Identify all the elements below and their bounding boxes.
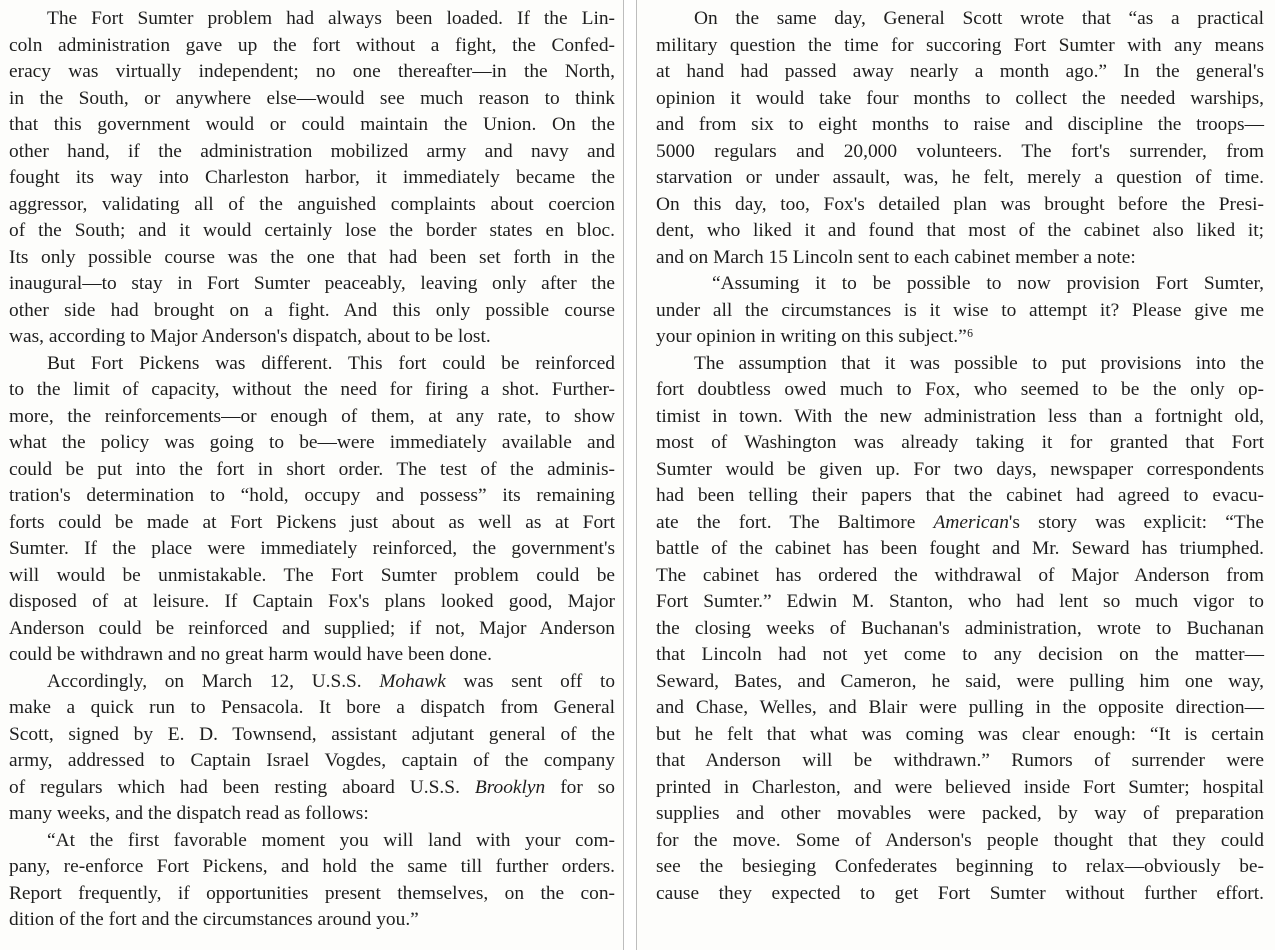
text-line: that Anderson will be withdrawn.” Rumors of surrender were (656, 750, 1264, 771)
text-line: “At the first favorable moment you will land with your com- (47, 829, 615, 851)
text-line: to the limit of capacity, without the need for firing a shot. Further- (9, 379, 615, 400)
text-line: dition of the fort and the circumstances around you.” (9, 909, 419, 930)
text-line: disposed of at leisure. If Captain Fox's plans looked good, Major (9, 591, 615, 612)
text-line: dent, who liked it and found that most of the cabinet also liked it; (656, 220, 1264, 241)
text-line: had been telling their papers that the cabinet had agreed to evacu- (656, 485, 1264, 506)
text-line: Seward, Bates, and Cameron, he said, were pulling him one way, (656, 670, 1264, 692)
text-line: Sumter. If the place were immediately reinforced, the government's (9, 538, 615, 559)
text-line: what the policy was going to be—were immediately available and (9, 432, 615, 453)
italic-title: American (933, 511, 1009, 533)
text-line: most of Washington was already taking it for granted that Fort (656, 432, 1264, 453)
text-line: under all the circumstances is it wise to attempt it? Please give me (656, 299, 1264, 321)
text-line: Accordingly, on March 12, U.S.S. Mohawk was sent off to (47, 670, 615, 692)
text-line: of the South; and it would certainly lose the border states en bloc. (9, 220, 615, 241)
text-line: that this government would or could maintain the Union. On the (9, 114, 615, 135)
text-line: other hand, if the administration mobilized army and navy and (9, 140, 615, 162)
left-page (0, 0, 624, 950)
text-line: cause they expected to get Fort Sumter without further effort. (656, 882, 1264, 904)
page-gutter (624, 0, 636, 950)
text-line: Its only possible course was the one that had been set forth in the (9, 246, 615, 268)
text-line: for the move. Some of Anderson's people thought that they could (656, 829, 1264, 851)
text-line: in the South, or anywhere else—would see much reason to think (9, 87, 615, 109)
text-line: your opinion in writing on this subject.”⁶ (656, 326, 974, 347)
text-line: eracy was virtually independent; no one thereafter—in the North, (9, 61, 615, 82)
text-line: will would be unmistakable. The Fort Sumter problem could be (9, 564, 615, 586)
text-line: fought its way into Charleston harbor, it immediately became the (9, 167, 615, 188)
text-line: at hand had passed away nearly a month ago.” In the general's (656, 61, 1264, 82)
text-line: Report frequently, if opportunities present themselves, on the con- (9, 882, 615, 904)
text-line: tration's determination to “hold, occupy and possess” its remaining (9, 485, 615, 506)
text-line: more, the reinforcements—or enough of them, at any rate, to show (9, 405, 615, 427)
text-line: many weeks, and the dispatch read as follows: (9, 803, 369, 824)
text-line: make a quick run to Pensacola. It bore a dispatch from General (9, 697, 615, 718)
text-line: Anderson could be reinforced and supplied; if not, Major Anderson (9, 617, 615, 639)
text-line: battle of the cabinet has been fought and Mr. Seward has triumphed. (656, 538, 1264, 559)
text-line: aggressor, validating all of the anguished complaints about coercion (9, 193, 615, 215)
text-line: opinion it would take four months to collect the needed warships, (656, 87, 1264, 109)
italic-title: Mohawk (379, 670, 446, 692)
text-line: On the same day, General Scott wrote that “as a practical (694, 8, 1264, 29)
text-line: forts could be made at Fort Pickens just about as well as at Fort (9, 511, 615, 533)
text-line: coln administration gave up the fort without a fight, the Confed- (9, 34, 615, 56)
text-line: “Assuming it to be possible to now provision Fort Sumter, (712, 273, 1264, 294)
text-line: was, according to Major Anderson's dispatch, about to be lost. (9, 326, 491, 347)
text-line: 5000 regulars and 20,000 volunteers. The fort's surrender, from (656, 140, 1264, 162)
text-line: of regulars which had been resting aboard U.S.S. Brooklyn for so (9, 776, 615, 798)
text-line: see the besieging Confederates beginning to relax—obviously be- (656, 856, 1264, 877)
text-line: the closing weeks of Buchanan's administration, wrote to Buchanan (656, 617, 1264, 639)
text-line: army, addressed to Captain Israel Vogdes, captain of the company (9, 750, 615, 771)
text-line: ate the fort. The Baltimore American's story was explicit: “The (656, 511, 1264, 533)
text-line: supplies and other movables were packed, by way of preparation (656, 803, 1264, 824)
text-line: and on March 15 Lincoln sent to each cabinet member a note: (656, 246, 1136, 268)
text-line: pany, re-enforce Fort Pickens, and hold the same till further orders. (9, 856, 615, 877)
text-line: On this day, too, Fox's detailed plan was brought before the Presi- (656, 193, 1264, 215)
italic-title: Brooklyn (474, 776, 546, 798)
text-line: could be put into the fort in short order. The test of the adminis- (9, 458, 615, 480)
text-line: Sumter would be given up. For two days, newspaper correspondents (656, 458, 1264, 480)
text-line: and Chase, Welles, and Blair were pulling in the opposite direction— (656, 697, 1264, 718)
text-line: The Fort Sumter problem had always been loaded. If the Lin- (47, 8, 615, 29)
text-line: Scott, signed by E. D. Townsend, assistant adjutant general of the (9, 723, 615, 745)
text-line: But Fort Pickens was different. This fort could be reinforced (47, 352, 615, 374)
text-line: military question the time for succoring Fort Sumter with any means (656, 34, 1264, 56)
text-line: starvation or under assault, was, he felt, merely a question of time. (656, 167, 1264, 188)
text-line: and from six to eight months to raise and discipline the troops— (656, 114, 1264, 135)
text-line: Fort Sumter.” Edwin M. Stanton, who had lent so much vigor to (656, 591, 1264, 612)
text-line: The cabinet has ordered the withdrawal of Major Anderson from (656, 564, 1264, 586)
text-line: timist in town. With the new administration less than a fortnight old, (656, 405, 1264, 427)
text-line: other side had brought on a fight. And this only possible course (9, 299, 615, 321)
right-page (636, 0, 1275, 950)
text-line: but he felt that what was coming was clear enough: “It is certain (656, 723, 1264, 745)
text-line: could be withdrawn and no great harm would have been done. (9, 644, 492, 665)
text-line: fort doubtless owed much to Fox, who seemed to be the only op- (656, 379, 1264, 400)
text-line: that Lincoln had not yet come to any decision on the matter— (656, 644, 1264, 665)
text-line: inaugural—to stay in Fort Sumter peaceably, leaving only after the (9, 273, 615, 294)
text-line: printed in Charleston, and were believed inside Fort Sumter; hospital (656, 776, 1264, 798)
text-line: The assumption that it was possible to put provisions into the (694, 352, 1264, 374)
